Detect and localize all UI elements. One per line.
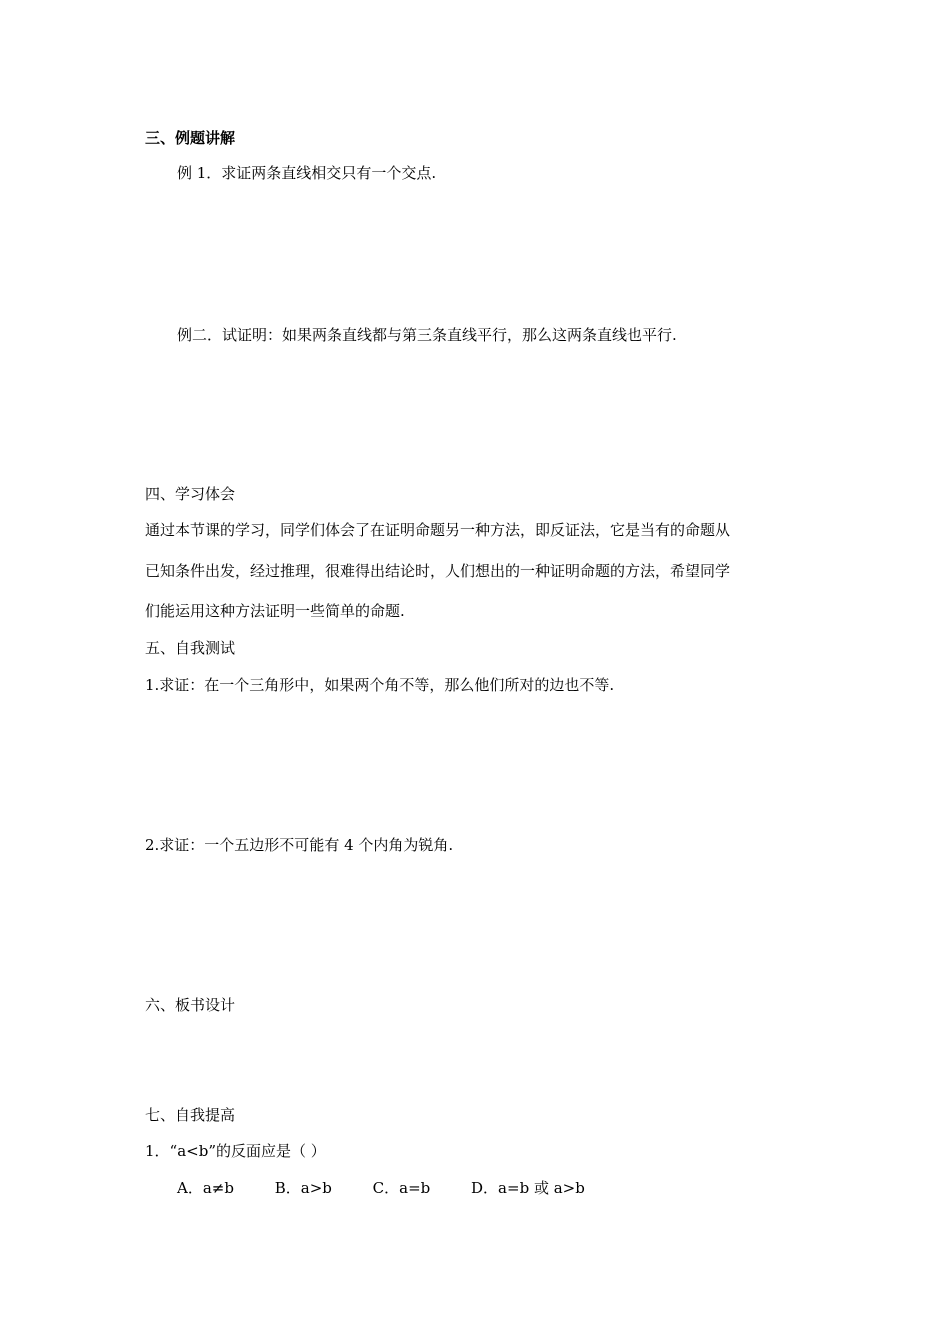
self-test-question-2: 2.求证：一个五边形不可能有 4 个内角为锐角. [145, 836, 454, 854]
improvement-question-1: 1．“a<b”的反面应是（ ） [145, 1142, 326, 1160]
option-b: B．a>b [274, 1179, 332, 1197]
example-2-text: 例二．试证明：如果两条直线都与第三条直线平行，那么这两条直线也平行. [177, 326, 677, 344]
section-4-heading: 四、学习体会 [145, 485, 236, 503]
example-1-text: 例 1．求证两条直线相交只有一个交点. [177, 164, 437, 182]
option-a: A．a≠b [177, 1179, 234, 1197]
self-test-question-1: 1.求证：在一个三角形中，如果两个角不等，那么他们所对的边也不等. [145, 676, 615, 694]
section-4-paragraph-line-1: 通过本节课的学习，同学们体会了在证明命题另一种方法，即反证法，它是当有的命题从 [145, 521, 731, 539]
option-c: C．a=b [372, 1179, 431, 1197]
section-3-heading: 三、例题讲解 [145, 129, 236, 147]
section-4-paragraph-line-2: 已知条件出发，经过推理，很难得出结论时，人们想出的一种证明命题的方法，希望同学 [145, 562, 731, 580]
section-4-paragraph-line-3: 们能运用这种方法证明一些简单的命题. [145, 602, 405, 620]
section-5-heading: 五、自我测试 [145, 639, 236, 657]
section-6-heading: 六、板书设计 [145, 996, 236, 1014]
section-7-heading: 七、自我提高 [145, 1106, 236, 1124]
option-d: D．a=b 或 a>b [471, 1179, 585, 1197]
answer-options [177, 1178, 621, 1198]
